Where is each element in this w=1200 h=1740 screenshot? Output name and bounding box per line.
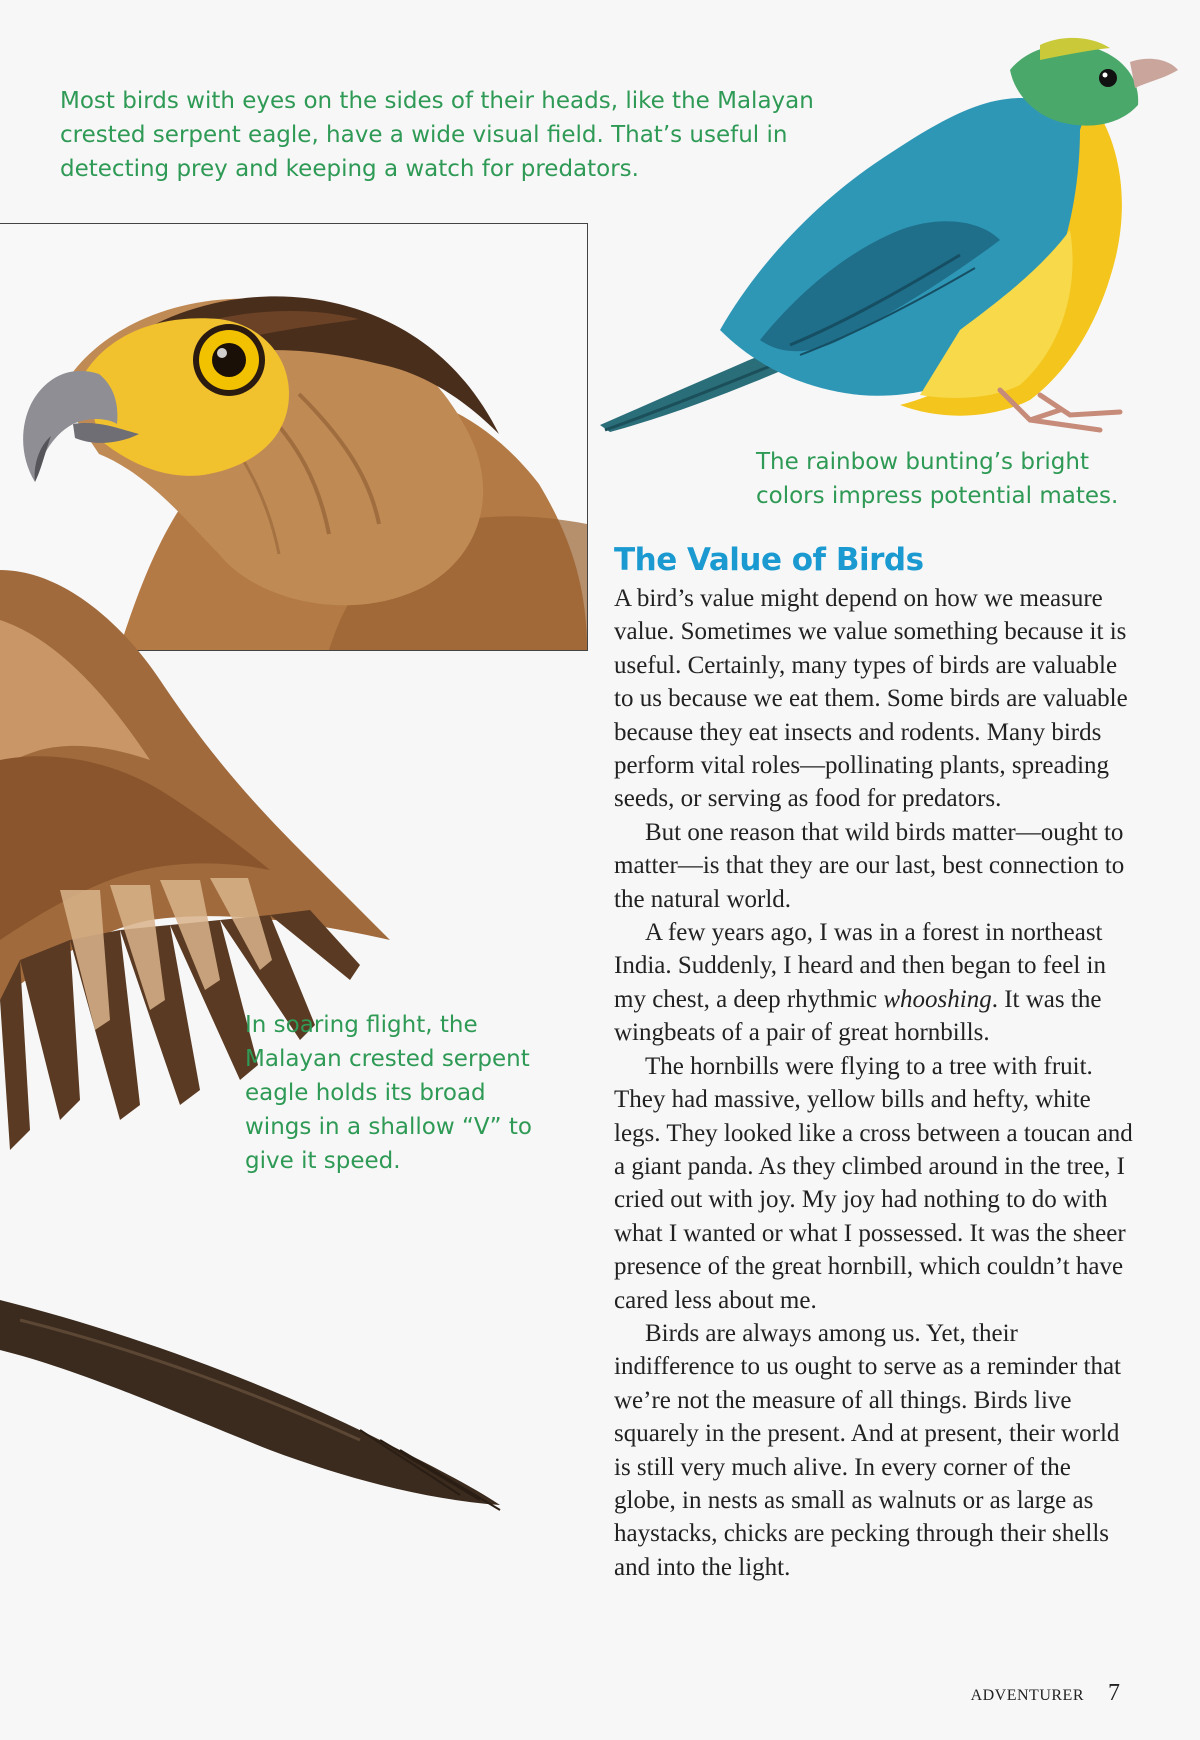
article-text: A few years ago, I was in a forest in northeast India. Suddenly, I heard and then began to feel in my chest, a deep rhythmic: [614, 919, 1106, 1013]
article-title: The Value of Birds: [614, 542, 924, 578]
rainbow-bunting-photo: [0, 0, 1200, 460]
article-emphasis: whooshing: [883, 985, 992, 1013]
caption-rainbow-bunting: The rainbow bunting’s bright colors impress potential mates.: [756, 449, 1119, 509]
article-paragraph: [614, 916, 1134, 1050]
article-paragraph: But one reason that wild birds matter—ought to matter—is that they are our last, best connection to the natural world.: [614, 818, 1125, 913]
caption-eagle-eyes: Most birds with eyes on the sides of their heads, like the Malayan crested serpent eagle, have a wide visual field. That’s useful in detecting prey and keeping a watch for predators.: [60, 88, 814, 182]
article-body: [614, 540, 1134, 1584]
article-paragraph: The hornbills were flying to a tree with fruit. They had massive, yellow bills and hefty, white legs. They looked like a cross between a toucan and a giant panda. As they climbed around in the tree, I cried out with joy. My joy had nothing to do with what I wanted or what I possessed. It was the sheer presence of the great hornbill, which couldn’t have cared less about me.: [614, 1052, 1133, 1314]
article-paragraph: Birds are always among us. Yet, their indifference to us ought to serve as a reminder that we’re not the measure of all things. Birds live squarely in the present. And at present, their world is still very much alive. In every corner of the globe, in nests as small as walnuts or as large as haystacks, chicks are pecking through their shells and into the light.: [614, 1319, 1122, 1581]
page-number: 7: [1108, 1680, 1120, 1706]
magazine-name: ADVENTURER: [970, 1687, 1084, 1704]
article-paragraph: A bird’s value might depend on how we measure value. Sometimes we value something because it is useful. Certainly, many types of birds are valuable to us because we eat them. Some birds are valuable because they eat insects and rodents. Many birds perform vital roles—pollinating plants, spreading seeds, or serving as food for predators.: [614, 585, 1128, 813]
caption-soaring-flight: In soaring flight, the Malayan crested serpent eagle holds its broad wings in a shallow “V” to give it speed.: [245, 1012, 532, 1174]
page-footer: [971, 1680, 1120, 1707]
article-text: . It was the wingbeats of a pair of great hornbills.: [614, 985, 1102, 1047]
